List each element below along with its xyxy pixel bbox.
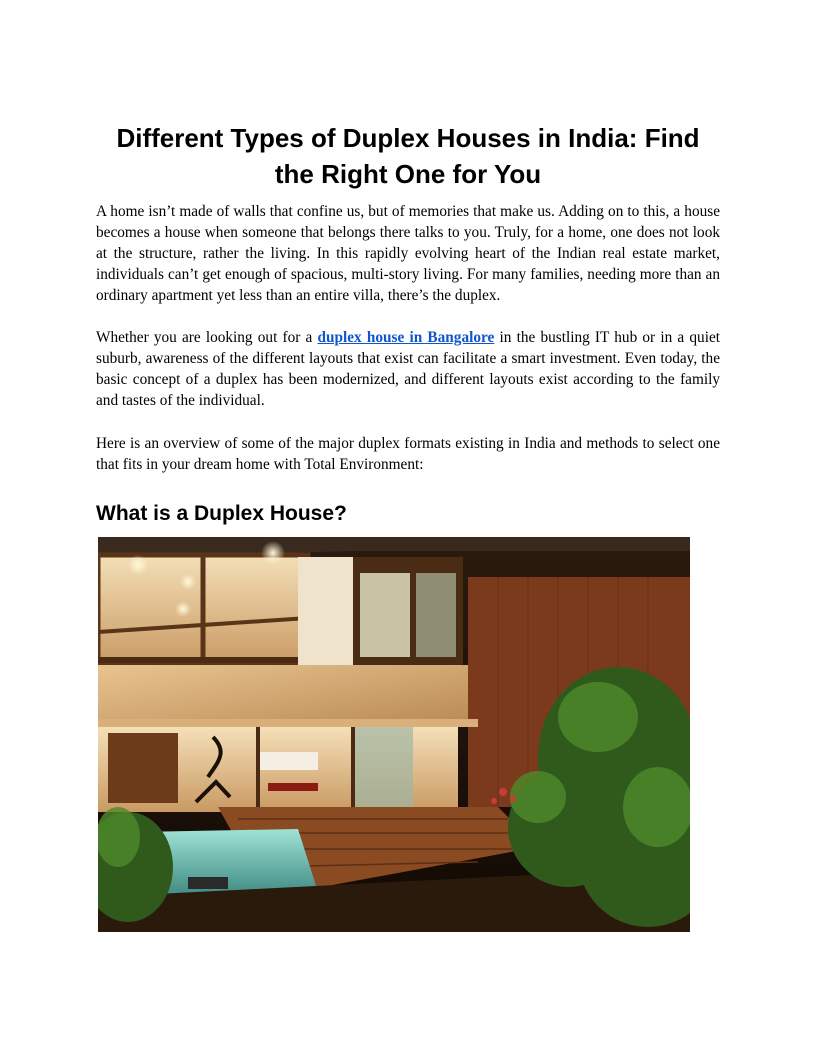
paragraph-text-before-link: Whether you are looking out for a	[96, 329, 318, 346]
paragraph-text-after-link: in the bustling IT hub or in a quiet suburb, awareness of the different layouts that exist can facilitate a smart investment. Even today, the basic concept of a duplex has been modernized, and different layouts exist according to the family and tastes of the individual.	[96, 329, 720, 409]
overview-paragraph: Here is an overview of some of the major duplex formats existing in India and methods to select one that fits in your dream home with Total Environment:	[96, 435, 720, 473]
duplex-house-bangalore-link[interactable]: duplex house in Bangalore	[317, 329, 495, 346]
section-heading: What is a Duplex House?	[96, 502, 347, 525]
intro-paragraph: A home isn’t made of walls that confine us, but of memories that make us. Adding on to this, a house becomes a house when someone that belongs there talks to you. Truly, for a home, one does not look at the structure, rather the living. In this rapidly evolving heart of the Indian real estate market, individuals can’t get enough of spacious, multi-story living. For many families, needing more than an ordinary apartment yet less than an entire villa, there’s the duplex.	[96, 203, 720, 304]
page-title: Different Types of Duplex Houses in India: Find the Right One for You	[116, 123, 700, 189]
bangalore-paragraph	[96, 327, 720, 411]
duplex-house-photo	[98, 537, 690, 932]
